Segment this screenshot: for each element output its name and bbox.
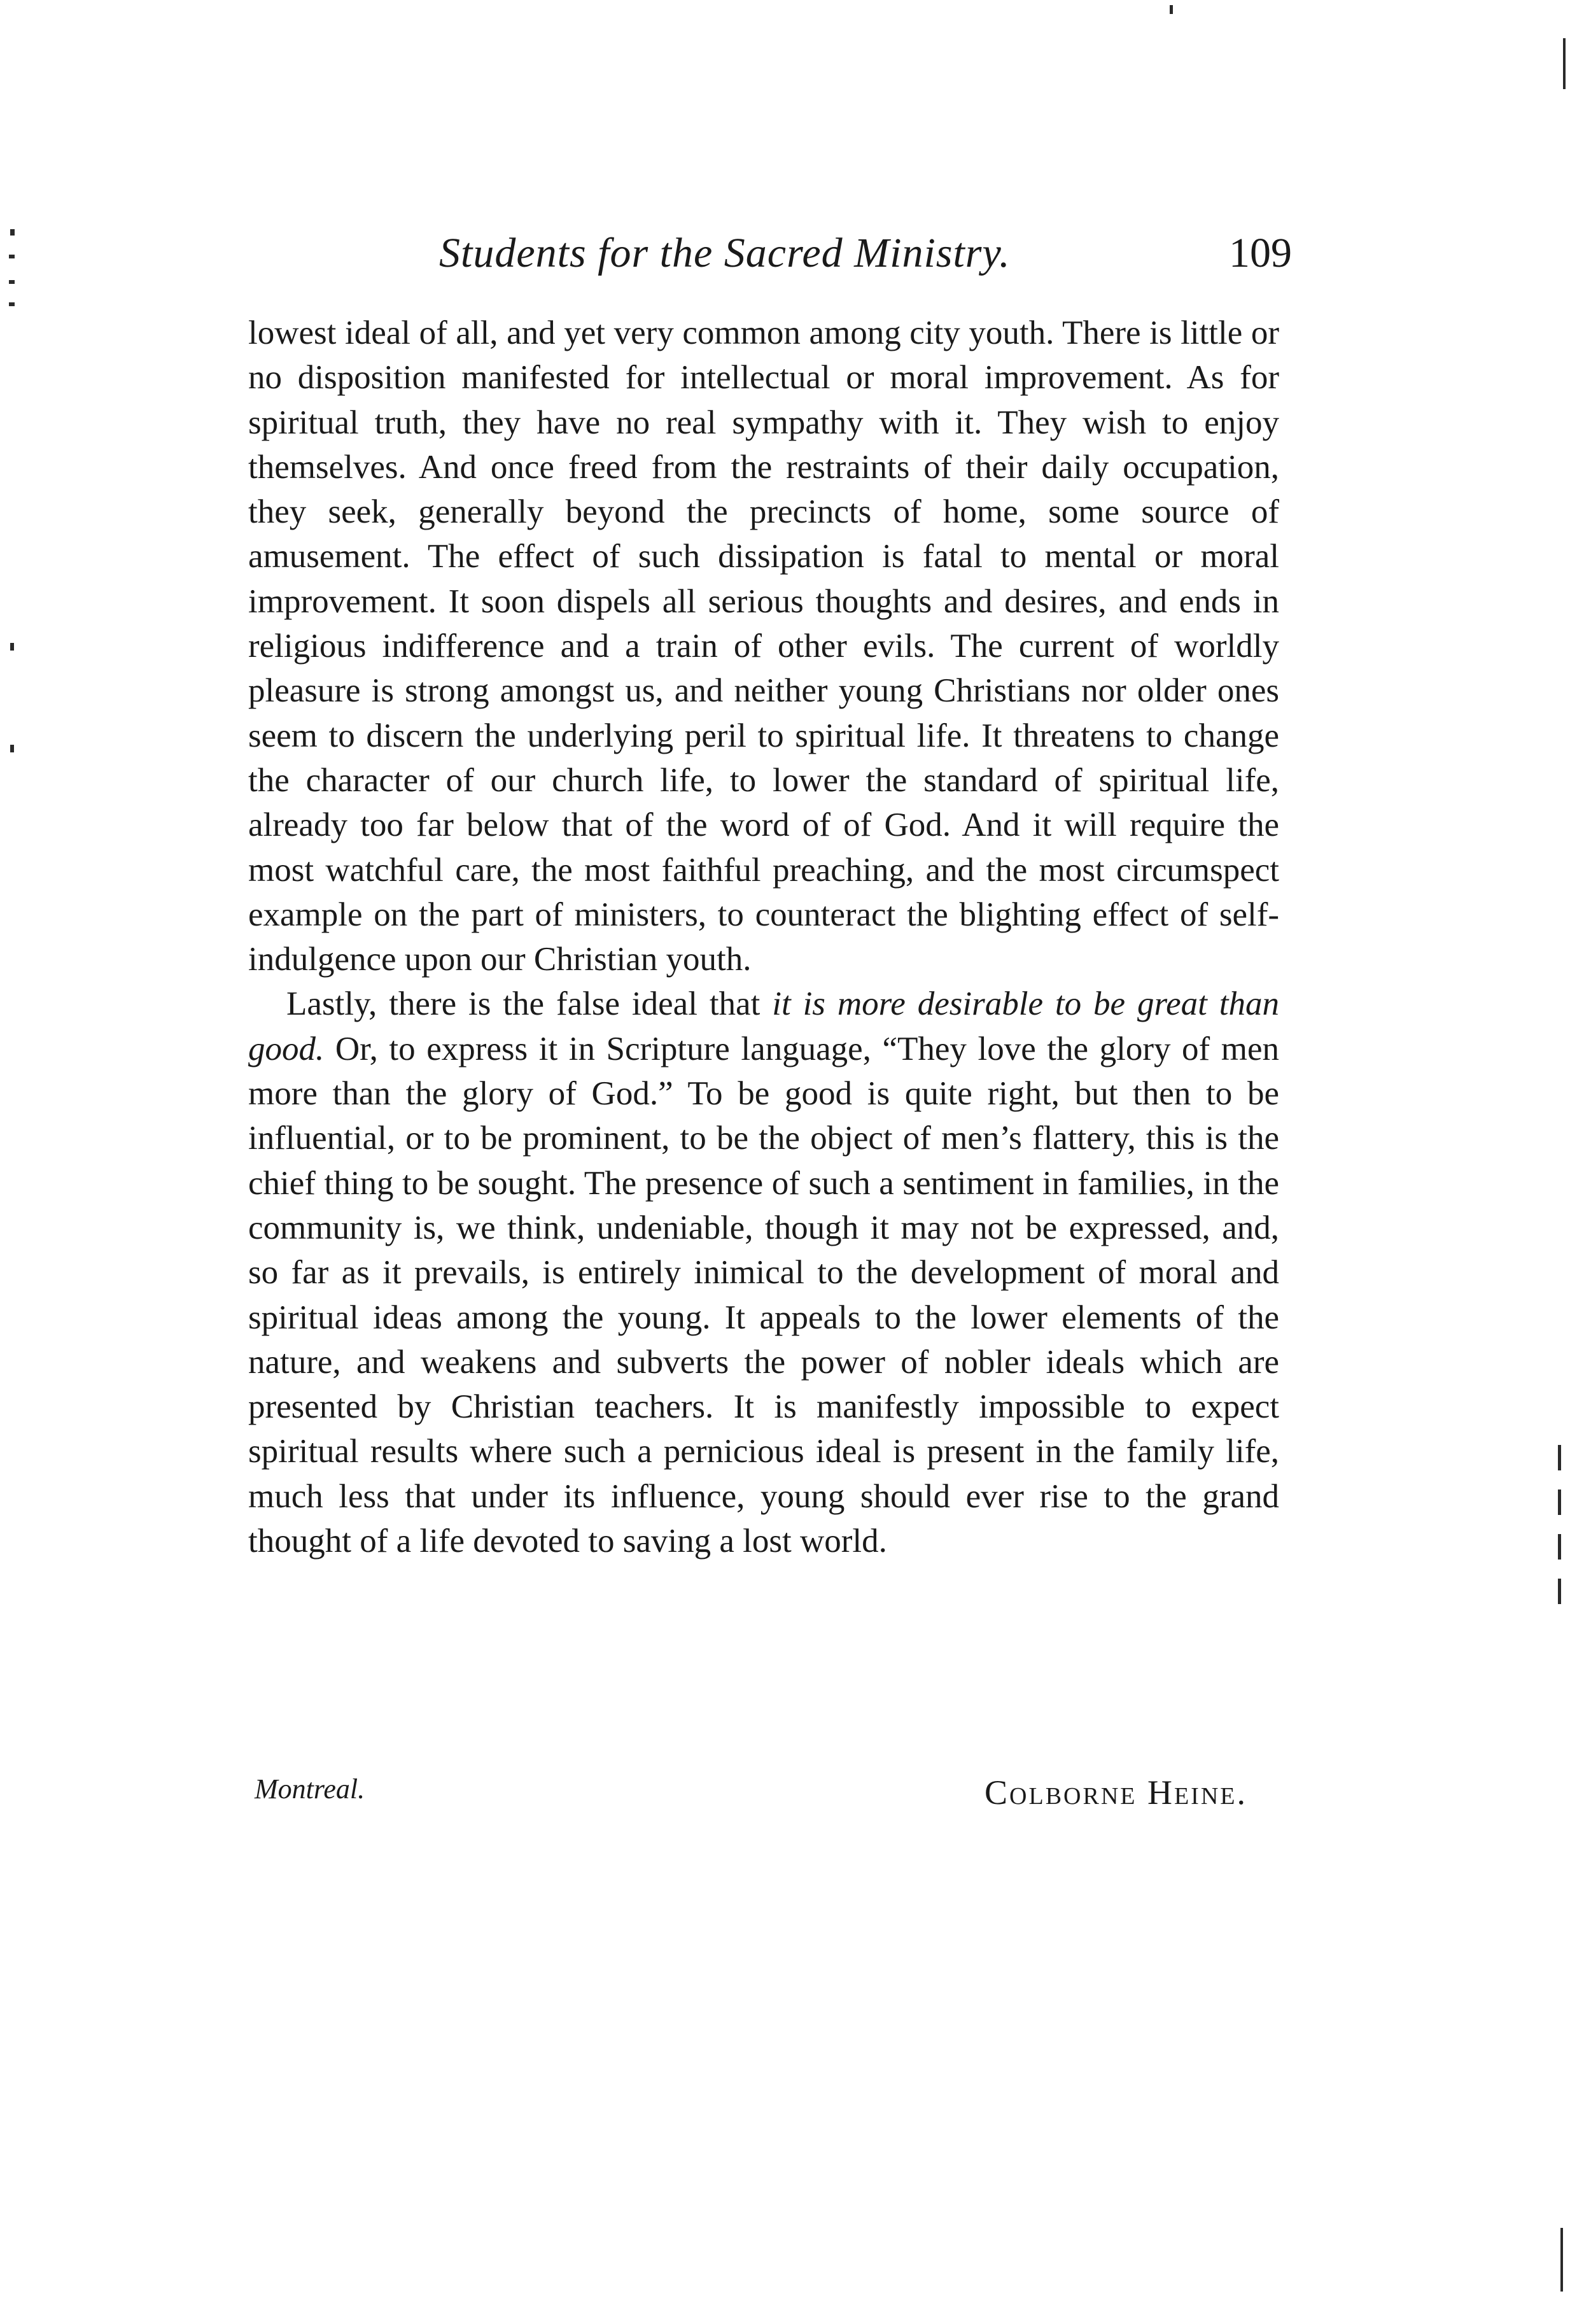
scan-speck bbox=[1558, 1534, 1561, 1560]
running-title: Students for the Sacred Ministry. bbox=[439, 230, 1011, 276]
scan-speck bbox=[9, 255, 15, 258]
scan-speck bbox=[1563, 38, 1566, 89]
scan-speck bbox=[1560, 2228, 1563, 2292]
scan-speck bbox=[9, 302, 15, 306]
paragraph-2-rest: Or, to express it in Scripture language, “They love the glory of men more than the glory of God.” To be good is quite right, but then to be influential, or to be prominent, to be the object of men’s flattery, this is the chief thing to be sought. The presence of such a sentiment in families, in the community is, we think, undeniable, though it may not be expressed, and, so far as it prevails, is entirely inimical to the development of moral and spiritual ideas among the young. It appeals to the lower elements of the nature, and weakens and subverts the power of nobler ideals which are presented by Christian teachers. It is manifestly impossible to expect spiritual results where such a pernicious ideal is present in the family life, much less that under its influence, young should ever rise to the grand thought of a life devoted to saving a lost world. bbox=[248, 1030, 1279, 1560]
signature-author: Colborne Heine. bbox=[985, 1773, 1247, 1812]
scan-speck bbox=[1558, 1445, 1561, 1470]
scan-speck bbox=[1558, 1579, 1561, 1604]
signature-line bbox=[255, 1773, 1247, 1824]
scan-speck bbox=[1558, 1489, 1561, 1515]
scan-speck bbox=[10, 229, 15, 236]
scan-speck bbox=[1170, 5, 1173, 14]
running-head bbox=[439, 229, 1292, 299]
body-text bbox=[248, 311, 1279, 1563]
paragraph-2-lead: Lastly, there is the false ideal that bbox=[286, 985, 773, 1023]
paragraph-1: lowest ideal of all, and yet very common among city youth. There is little or no disposition manifested for intellectual or moral improvement. As for spiritual truth, they have no real sympathy with it. They wish to enjoy themselves. And once freed from the restraints of their daily occupation, they seek, generally beyond the precincts of home, some source of amusement. The effect of such dissipation is fatal to mental or moral improvement. It soon dispels all serious thoughts and desires, and ends in religious indifference and a train of other evils. The current of worldly pleasure is strong amongst us, and neither young Christians nor older ones seem to discern the underlying peril to spiritual life. It threatens to change the character of our church life, to lower the standard of spiritual life, already too far below that of the word of of God. And it will require the most watchful care, the most faithful preaching, and the most circumspect example on the part of ministers, to counteract the blighting effect of self-indulgence upon our Christian youth. bbox=[248, 314, 1279, 978]
scan-speck bbox=[10, 643, 14, 651]
page-number: 109 bbox=[1229, 230, 1292, 276]
scan-speck bbox=[10, 745, 14, 752]
signature-place: Montreal. bbox=[255, 1773, 365, 1805]
paragraph-2-emphasis: it is more desirable to be great than good. bbox=[248, 985, 1279, 1067]
scan-speck bbox=[9, 280, 15, 284]
paragraph-2 bbox=[248, 982, 1279, 1563]
